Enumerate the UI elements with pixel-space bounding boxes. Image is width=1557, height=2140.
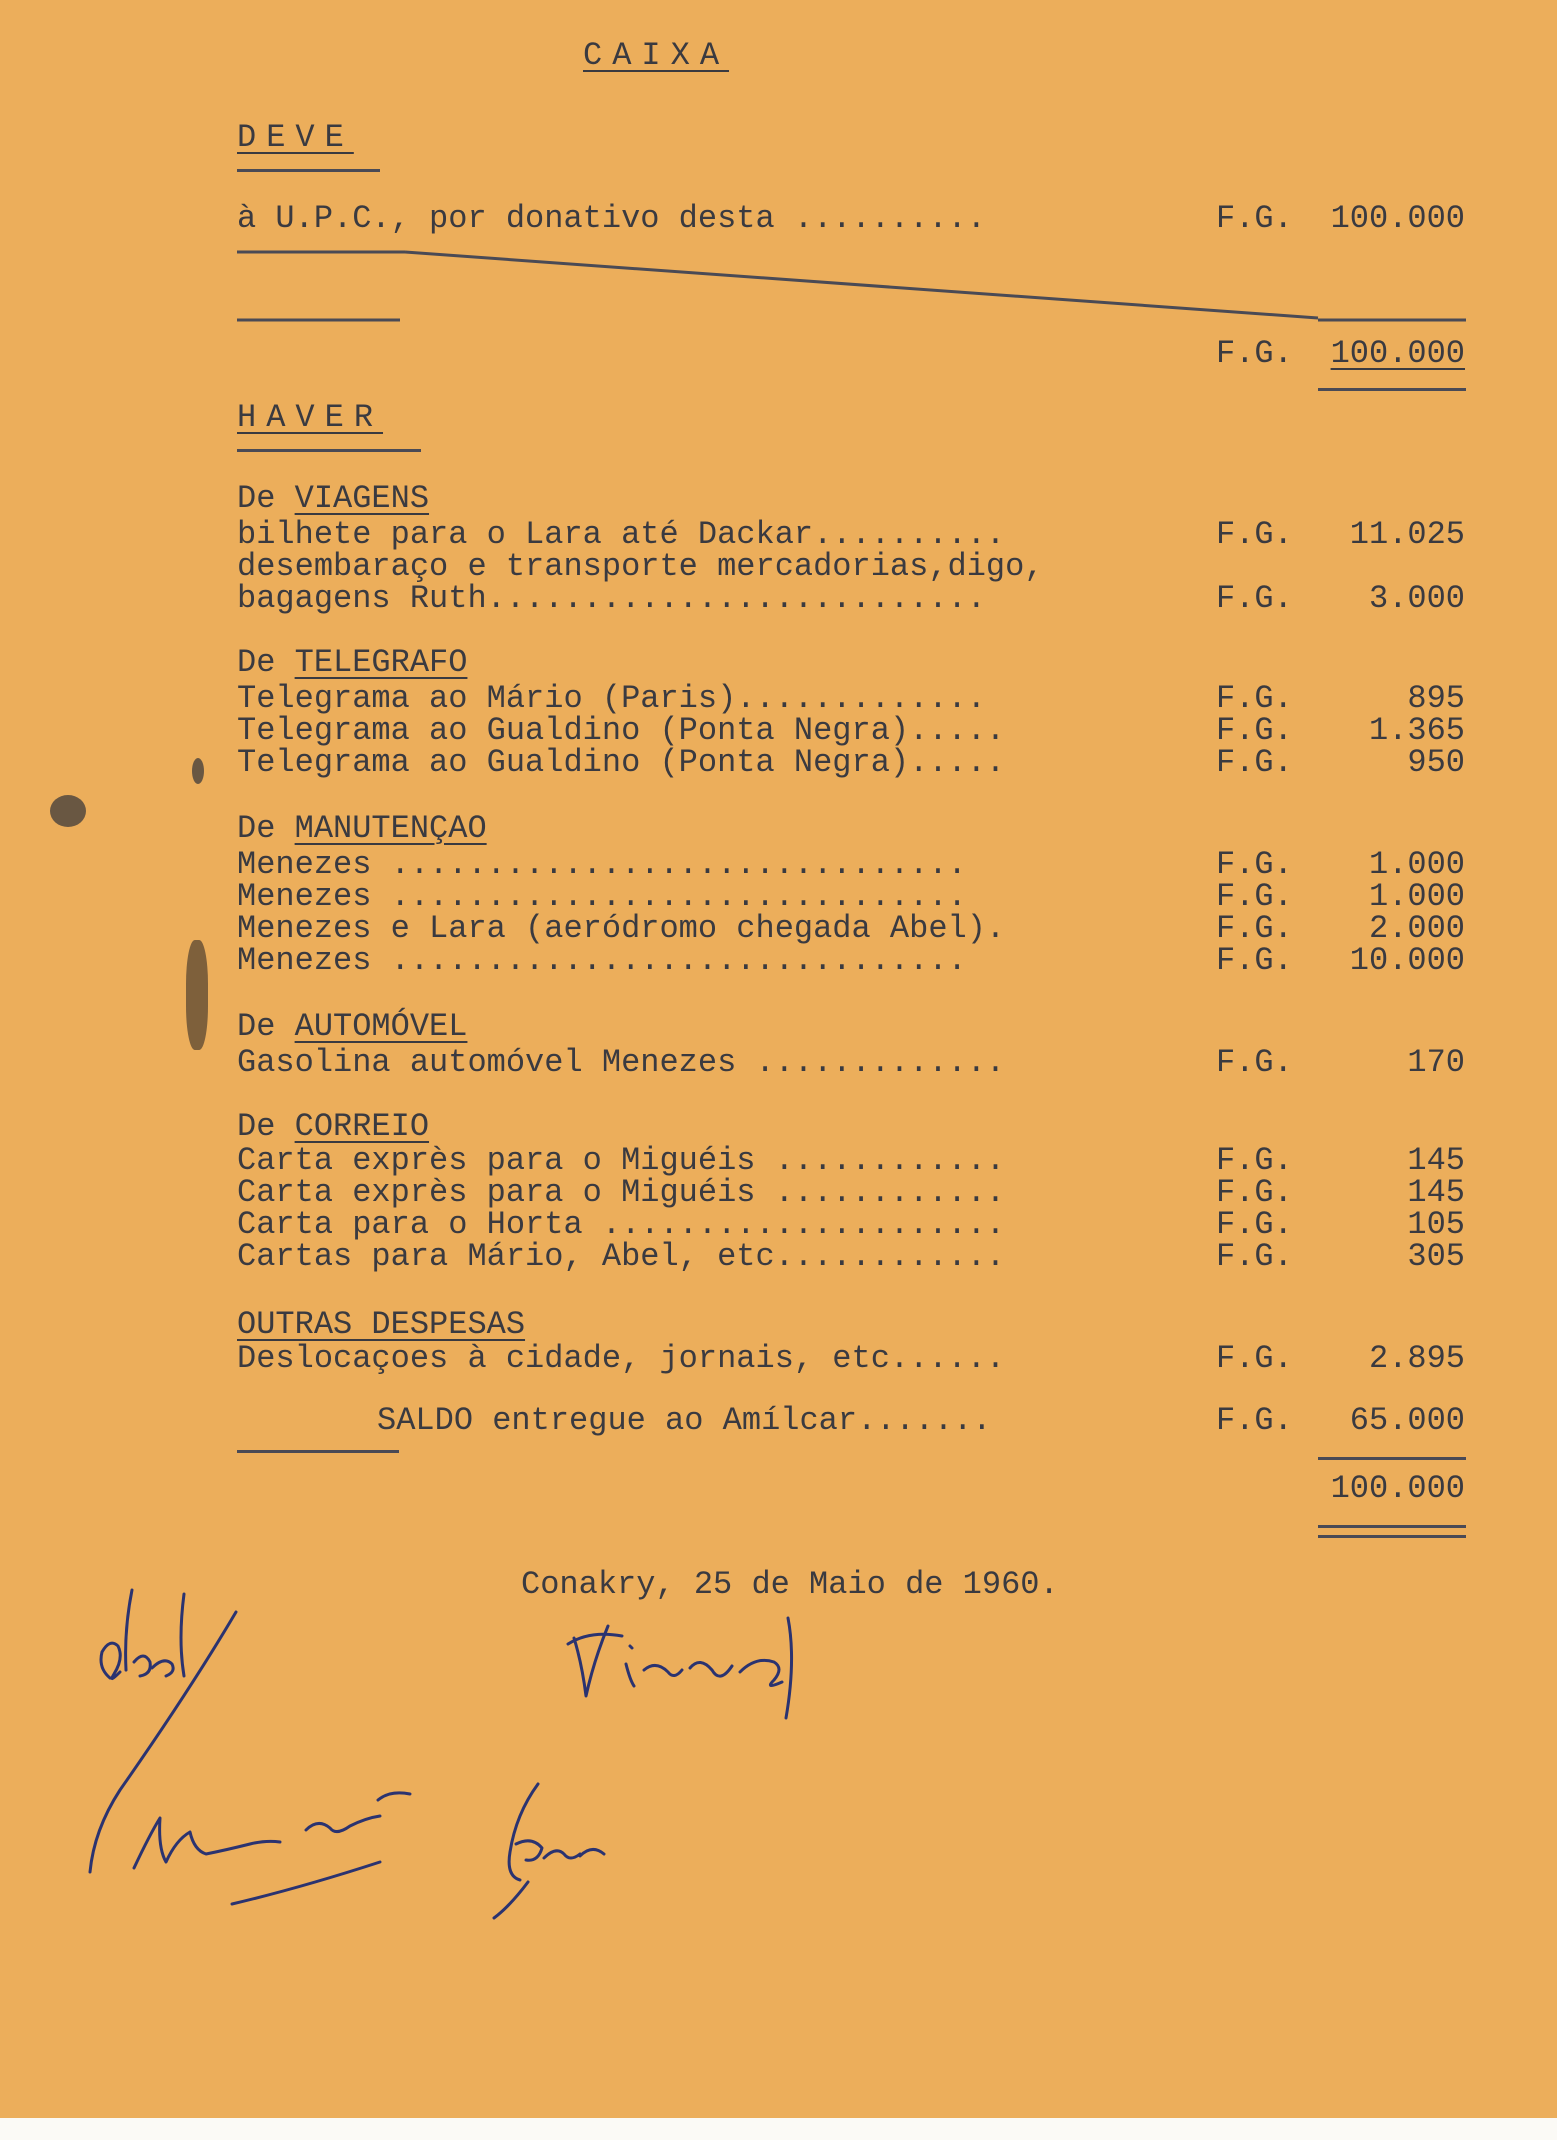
ledger-row-amount: 1.000 <box>1368 846 1465 883</box>
ledger-row-currency: F.G. <box>1216 580 1293 617</box>
section-heading-telegrafo: De TELEGRAFO <box>237 644 468 681</box>
ledger-row-currency: F.G. <box>1216 910 1293 947</box>
section-heading-automovel: De AUTOMÓVEL <box>237 1008 468 1045</box>
ledger-row-currency: F.G. <box>1216 846 1293 883</box>
ledger-row-amount: 950 <box>1407 744 1465 781</box>
ledger-row-currency: F.G. <box>1216 942 1293 979</box>
signature-lara <box>480 1770 620 1930</box>
ink-blot <box>192 758 204 784</box>
haver-total-amount: 100.000 <box>1330 1470 1465 1507</box>
deve-entry-amount: 100.000 <box>1330 200 1465 237</box>
ledger-row-amount: 895 <box>1407 680 1465 717</box>
ledger-row-amount: 145 <box>1407 1174 1465 1211</box>
section-heading-manutencao: De MANUTENÇAO <box>237 810 487 847</box>
ledger-row-desc: bagagens Ruth.......................... <box>237 580 986 617</box>
deve-total-amount: 100.000 <box>1330 335 1465 372</box>
ledger-row-desc: Carta para o Horta ..................... <box>237 1206 1006 1243</box>
ledger-row-amount: 2.000 <box>1368 910 1465 947</box>
ink-blot <box>186 940 208 1050</box>
saldo-currency: F.G. <box>1216 1402 1293 1439</box>
ledger-row-desc: Cartas para Mário, Abel, etc............ <box>237 1238 1006 1275</box>
ledger-row-amount: 10.000 <box>1349 942 1465 979</box>
ledger-row-desc: Menezes .............................. <box>237 878 967 915</box>
ledger-row-desc: Menezes e Lara (aeródromo chegada Abel). <box>237 910 1006 947</box>
ledger-row-amount: 305 <box>1407 1238 1465 1275</box>
section-heading-outras-despesas: OUTRAS DESPESAS <box>237 1306 526 1343</box>
ledger-row-currency: F.G. <box>1216 1206 1293 1243</box>
ledger-row-desc: Telegrama ao Mário (Paris)............. <box>237 680 986 717</box>
document-title: CAIXA <box>583 37 730 74</box>
haver-total-rule-2 <box>1318 1535 1466 1538</box>
ledger-row-currency: F.G. <box>1216 516 1293 553</box>
ledger-row-desc: Gasolina automóvel Menezes ............. <box>237 1044 1006 1081</box>
deve-heading: DEVE <box>237 119 354 156</box>
saldo-right-rule <box>1318 1457 1466 1460</box>
ledger-row-amount: 1.365 <box>1368 712 1465 749</box>
section-heading-correio: De CORREIO <box>237 1108 430 1145</box>
deve-entry-desc: à U.P.C., por donativo desta .......... <box>237 200 986 237</box>
ledger-row-desc: Telegrama ao Gualdino (Ponta Negra)..... <box>237 744 1006 781</box>
ledger-row-amount: 11.025 <box>1349 516 1465 553</box>
ledger-row-desc: Carta exprès para o Miguéis ............ <box>237 1142 1006 1179</box>
saldo-desc: SALDO entregue ao Amílcar....... <box>377 1402 992 1439</box>
ledger-row-currency: F.G. <box>1216 1044 1293 1081</box>
place-date: Conakry, 25 de Maio de 1960. <box>521 1566 1059 1603</box>
ledger-row-amount: 105 <box>1407 1206 1465 1243</box>
signature-vitoria <box>560 1600 820 1730</box>
ledger-row-desc: Telegrama ao Gualdino (Ponta Negra)..... <box>237 712 1006 749</box>
ledger-row-amount: 1.000 <box>1368 878 1465 915</box>
signature-middle <box>120 1770 430 1920</box>
ledger-row-currency: F.G. <box>1216 878 1293 915</box>
ledger-row-desc: Carta exprès para o Miguéis ............ <box>237 1174 1006 1211</box>
ledger-row-desc: Deslocaçoes à cidade, jornais, etc...... <box>237 1340 1006 1377</box>
ledger-row-currency: F.G. <box>1216 680 1293 717</box>
ledger-row-currency: F.G. <box>1216 1174 1293 1211</box>
ledger-row-amount: 170 <box>1407 1044 1465 1081</box>
haver-heading: HAVER <box>237 399 384 436</box>
ledger-row-desc: Menezes .............................. <box>237 942 967 979</box>
ledger-row-currency: F.G. <box>1216 744 1293 781</box>
ledger-row-desc: desembaraço e transporte mercadorias,digo, <box>237 548 1044 585</box>
deve-total-rule <box>1318 388 1466 391</box>
saldo-left-rule <box>237 1450 399 1453</box>
ledger-row-currency: F.G. <box>1216 1340 1293 1377</box>
section-heading-viagens: De VIAGENS <box>237 480 430 517</box>
saldo-amount: 65.000 <box>1349 1402 1465 1439</box>
ledger-row-amount: 145 <box>1407 1142 1465 1179</box>
haver-heading-rule <box>237 449 421 452</box>
ledger-row-amount: 3.000 <box>1368 580 1465 617</box>
ledger-row-currency: F.G. <box>1216 712 1293 749</box>
ledger-row-currency: F.G. <box>1216 1238 1293 1275</box>
haver-total-rule-1 <box>1318 1525 1466 1528</box>
ink-blot <box>50 795 86 827</box>
ledger-row-desc: bilhete para o Lara até Dackar.......... <box>237 516 1006 553</box>
deve-entry-currency: F.G. <box>1216 200 1293 237</box>
ledger-row-currency: F.G. <box>1216 1142 1293 1179</box>
ledger-row-desc: Menezes .............................. <box>237 846 967 883</box>
deve-total-currency: F.G. <box>1216 335 1293 372</box>
ledger-row-amount: 2.895 <box>1368 1340 1465 1377</box>
